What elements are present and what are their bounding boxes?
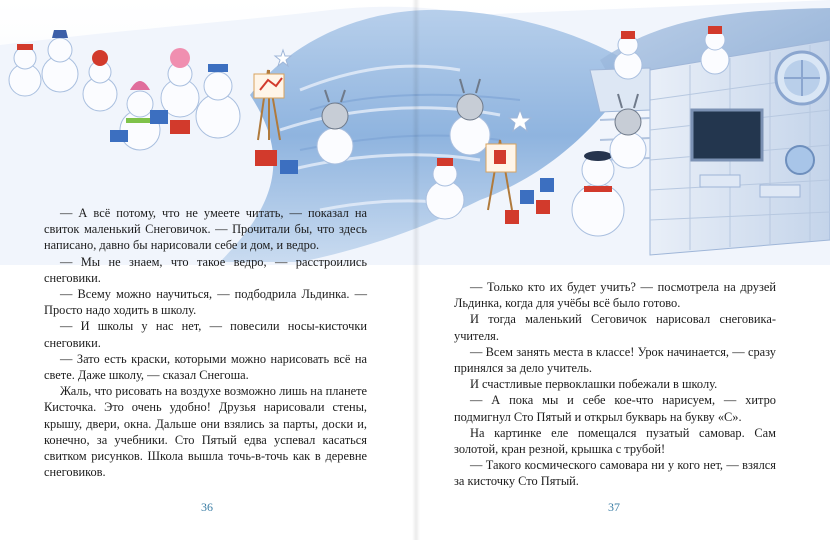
page-number-left: 36 [201, 500, 213, 514]
globe [786, 146, 814, 174]
paragraph: — И школы у нас нет, — повесили носы-кисточки снеговики. [44, 319, 367, 350]
paragraph: — Такого космического самовара ни у кого нет, — взялся за кисточку Сто Пятый. [454, 458, 776, 489]
paragraph: Жаль, что рисовать на воздухе возможно лишь на планете Кисточка. Это очень удобно! Друзья нарисовали стены, крышу, двери, окна. Дальше они взялись за парты, доски и, конечно, за учебники. Сто Пятый едва успевал касаться свитком рисунков. Школа вышла точь-в-точь как в деревне снеговиков. [44, 384, 367, 480]
book-gutter [412, 0, 420, 540]
paragraph: И тогда маленький Сеговичок нарисовал снеговика-учителя. [454, 312, 776, 343]
page-number-right: 37 [608, 500, 620, 514]
paragraph: — Только кто их будет учить? — посмотрела на друзей Льдинка, когда для учёбы всё было готово. [454, 280, 776, 311]
left-page-text [44, 205, 367, 480]
paragraph: — А всё потому, что не умеете читать, — показал на свиток маленький Снеговичок. — Прочитали бы, что здесь написано, давно бы нарисовали себе и дом, и ведро. [44, 206, 367, 253]
paragraph: — Мы не знаем, что такое ведро, — расстроились снеговики. [44, 254, 367, 285]
paragraph: И счастливые первоклашки побежали в школу. [470, 377, 718, 392]
paragraph: На картинке еле помещался пузатый самовар. Сам золотой, кран резной, крышка с трубой! [454, 425, 776, 457]
right-page-text [454, 279, 776, 490]
paragraph: — Всем занять места в классе! Урок начинается, — сразу принялся за дело учитель. [454, 344, 776, 376]
chalkboard [692, 110, 762, 160]
paragraph: — А пока мы и себе кое-что нарисуем, — хитро подмигнул Сто Пятый и открыл букварь на букву «С». [454, 393, 776, 424]
paragraph: — Всему можно научиться, — подбодрила Льдинка. — Просто надо ходить в школу. [44, 287, 367, 318]
paragraph: — Зато есть краски, которыми можно нарисовать всё на свете. Даже школу, — сказал Снегоша. [44, 351, 367, 383]
